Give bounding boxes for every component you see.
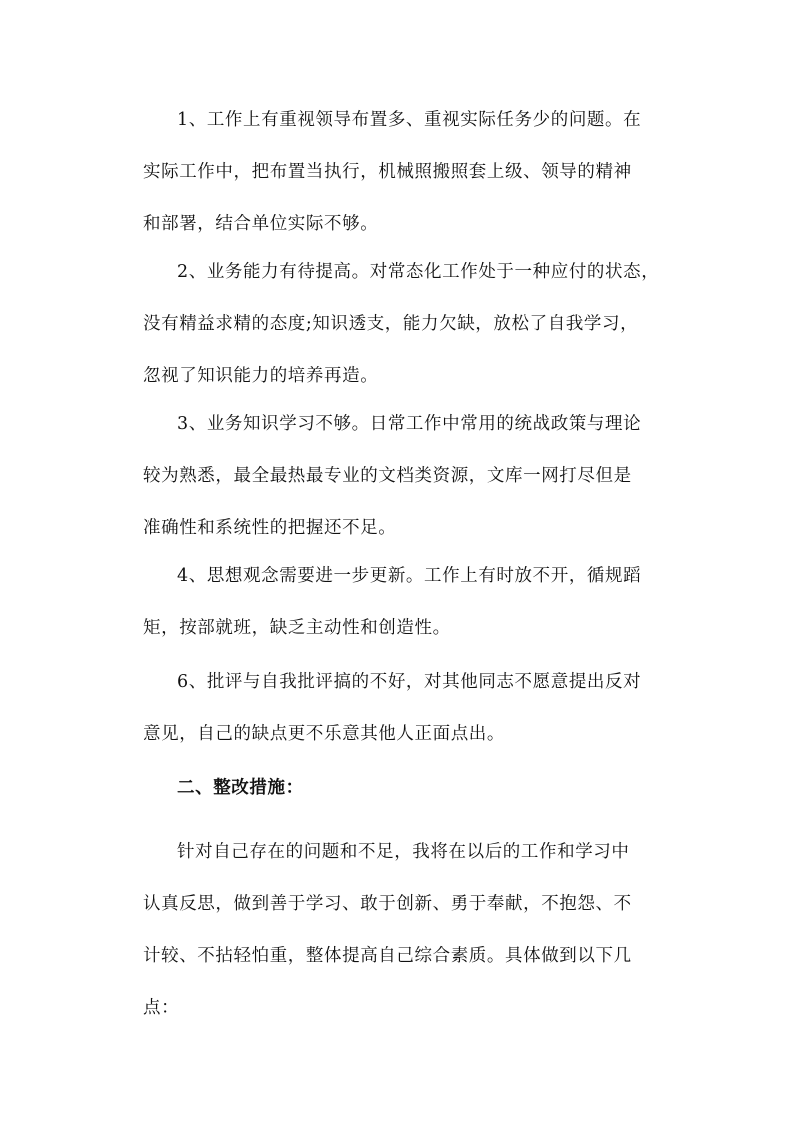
text-line: 矩，按部就班，缺乏主动性和创造性。 (143, 618, 451, 638)
text-line: 计较、不拈轻怕重，整体提高自己综合素质。具体做到以下几 (143, 946, 632, 966)
text-line: 4、思想观念需要进一步更新。工作上有时放不开，循规蹈 (177, 566, 642, 586)
text-line: 实际工作中，把布置当执行，机械照搬照套上级、领导的精神 (143, 162, 632, 182)
text-line: 和部署，结合单位实际不够。 (143, 214, 379, 234)
text-line: 3、业务知识学习不够。日常工作中常用的统战政策与理论 (177, 414, 642, 434)
text-line: 认真反思，做到善于学习、敢于创新、勇于奉献，不抱怨、不 (143, 894, 632, 914)
text-line: 较为熟悉，最全最热最专业的文档类资源，文库一网打尽但是 (143, 466, 632, 486)
section-heading (143, 762, 673, 814)
paragraph-item-2 (143, 246, 673, 402)
text-line: 忽视了知识能力的培养再造。 (143, 366, 379, 386)
text-line: 1、工作上有重视领导布置多、重视实际任务少的问题。在 (177, 110, 642, 130)
paragraph-item-6 (143, 656, 673, 760)
text-line: 准确性和系统性的把握还不足。 (143, 518, 397, 538)
section-heading-text: 二、整改措施： (177, 778, 304, 798)
paragraph-item-1 (143, 94, 673, 250)
text-line: 2、业务能力有待提高。对常态化工作处于一种应付的状态， (177, 262, 660, 282)
paragraph-measures (143, 826, 673, 1034)
text-line: 没有精益求精的态度;知识透支，能力欠缺，放松了自我学习， (143, 314, 639, 334)
text-line: 6、批评与自我批评搞的不好，对其他同志不愿意提出反对 (177, 672, 642, 692)
text-line: 针对自己存在的问题和不足，我将在以后的工作和学习中 (177, 842, 630, 862)
paragraph-item-3 (143, 398, 673, 554)
paragraph-item-4 (143, 550, 673, 654)
text-line: 点： (143, 998, 180, 1018)
text-line: 意见，自己的缺点更不乐意其他人正面点出。 (143, 724, 505, 744)
